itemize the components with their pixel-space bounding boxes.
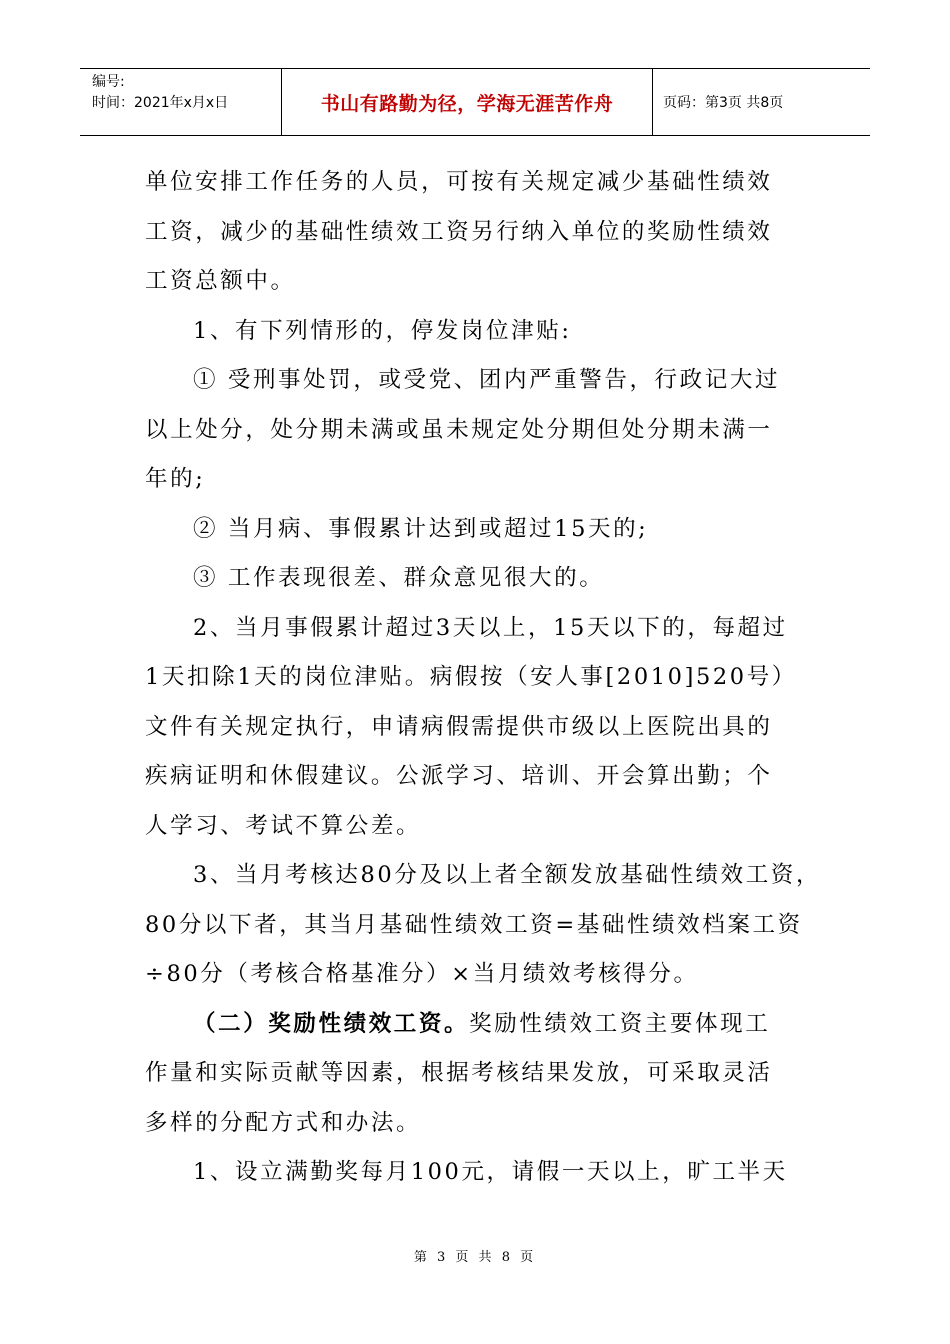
body-line: 疾病证明和休假建议。公派学习、培训、开会算出勤；个 xyxy=(145,763,773,789)
body-line: 年的; xyxy=(145,466,206,492)
body-line: 多样的分配方式和办法。 xyxy=(145,1109,422,1136)
body-line: 1天扣除1天的岗位津贴。病假按（安人事[2010]520号） xyxy=(145,664,797,690)
list-item-heading: 3、当月考核达80分及以上者全额发放基础性绩效工资， xyxy=(193,862,822,888)
body-line: 文件有关规定执行，申请病假需提供市级以上医院出具的 xyxy=(145,713,773,740)
body-line: ① 受刑事处罚，或受党、团内严重警告，行政记大过 xyxy=(193,367,781,393)
body-line: 80分以下者，其当月基础性绩效工资=基础性绩效档案工资 xyxy=(145,911,803,938)
header-motto: 书山有路勤为径，学海无涯苦作舟 xyxy=(282,69,653,135)
header-meta xyxy=(80,69,282,135)
document-header xyxy=(80,68,870,136)
list-item-heading: 1、设立满勤奖每月100元，请假一天以上，旷工半天 xyxy=(193,1159,788,1185)
body-line: ③ 工作表现很差、群众意见很大的。 xyxy=(193,565,605,591)
body-line: 作量和实际贡献等因素，根据考核结果发放，可采取灵活 xyxy=(145,1060,773,1086)
body-line: 以上处分，处分期未满或虽未规定处分期但处分期未满一 xyxy=(145,416,773,443)
body-line: 工资，减少的基础性绩效工资另行纳入单位的奖励性绩效 xyxy=(145,218,773,245)
section-text: 奖励性绩效工资主要体现工 xyxy=(469,1010,771,1037)
list-item-heading: 2、当月事假累计超过3天以上，15天以下的，每超过 xyxy=(193,614,788,641)
page-footer: 第 3 页 共 8 页 xyxy=(413,1250,537,1265)
section-paragraph-start xyxy=(145,1000,810,1050)
number-label: 编号: xyxy=(92,74,125,90)
body-line: 单位安排工作任务的人员，可按有关规定减少基础性绩效 xyxy=(145,169,773,195)
section-heading: （二）奖励性绩效工资。 xyxy=(193,1010,470,1037)
body-line: ② 当月病、事假累计达到或超过15天的; xyxy=(193,515,649,542)
header-page-info: 页码：第3页 共8页 xyxy=(663,95,784,111)
document-body xyxy=(145,158,822,1198)
date-label: 时间：2021年x月x日 xyxy=(92,95,229,111)
body-line: ÷80分（考核合格基准分）×当月绩效考核得分。 xyxy=(145,961,699,987)
body-line: 人学习、考试不算公差。 xyxy=(145,812,422,839)
list-item-heading: 1、有下列情形的，停发岗位津贴: xyxy=(193,317,572,344)
body-line: 工资总额中。 xyxy=(145,268,296,294)
